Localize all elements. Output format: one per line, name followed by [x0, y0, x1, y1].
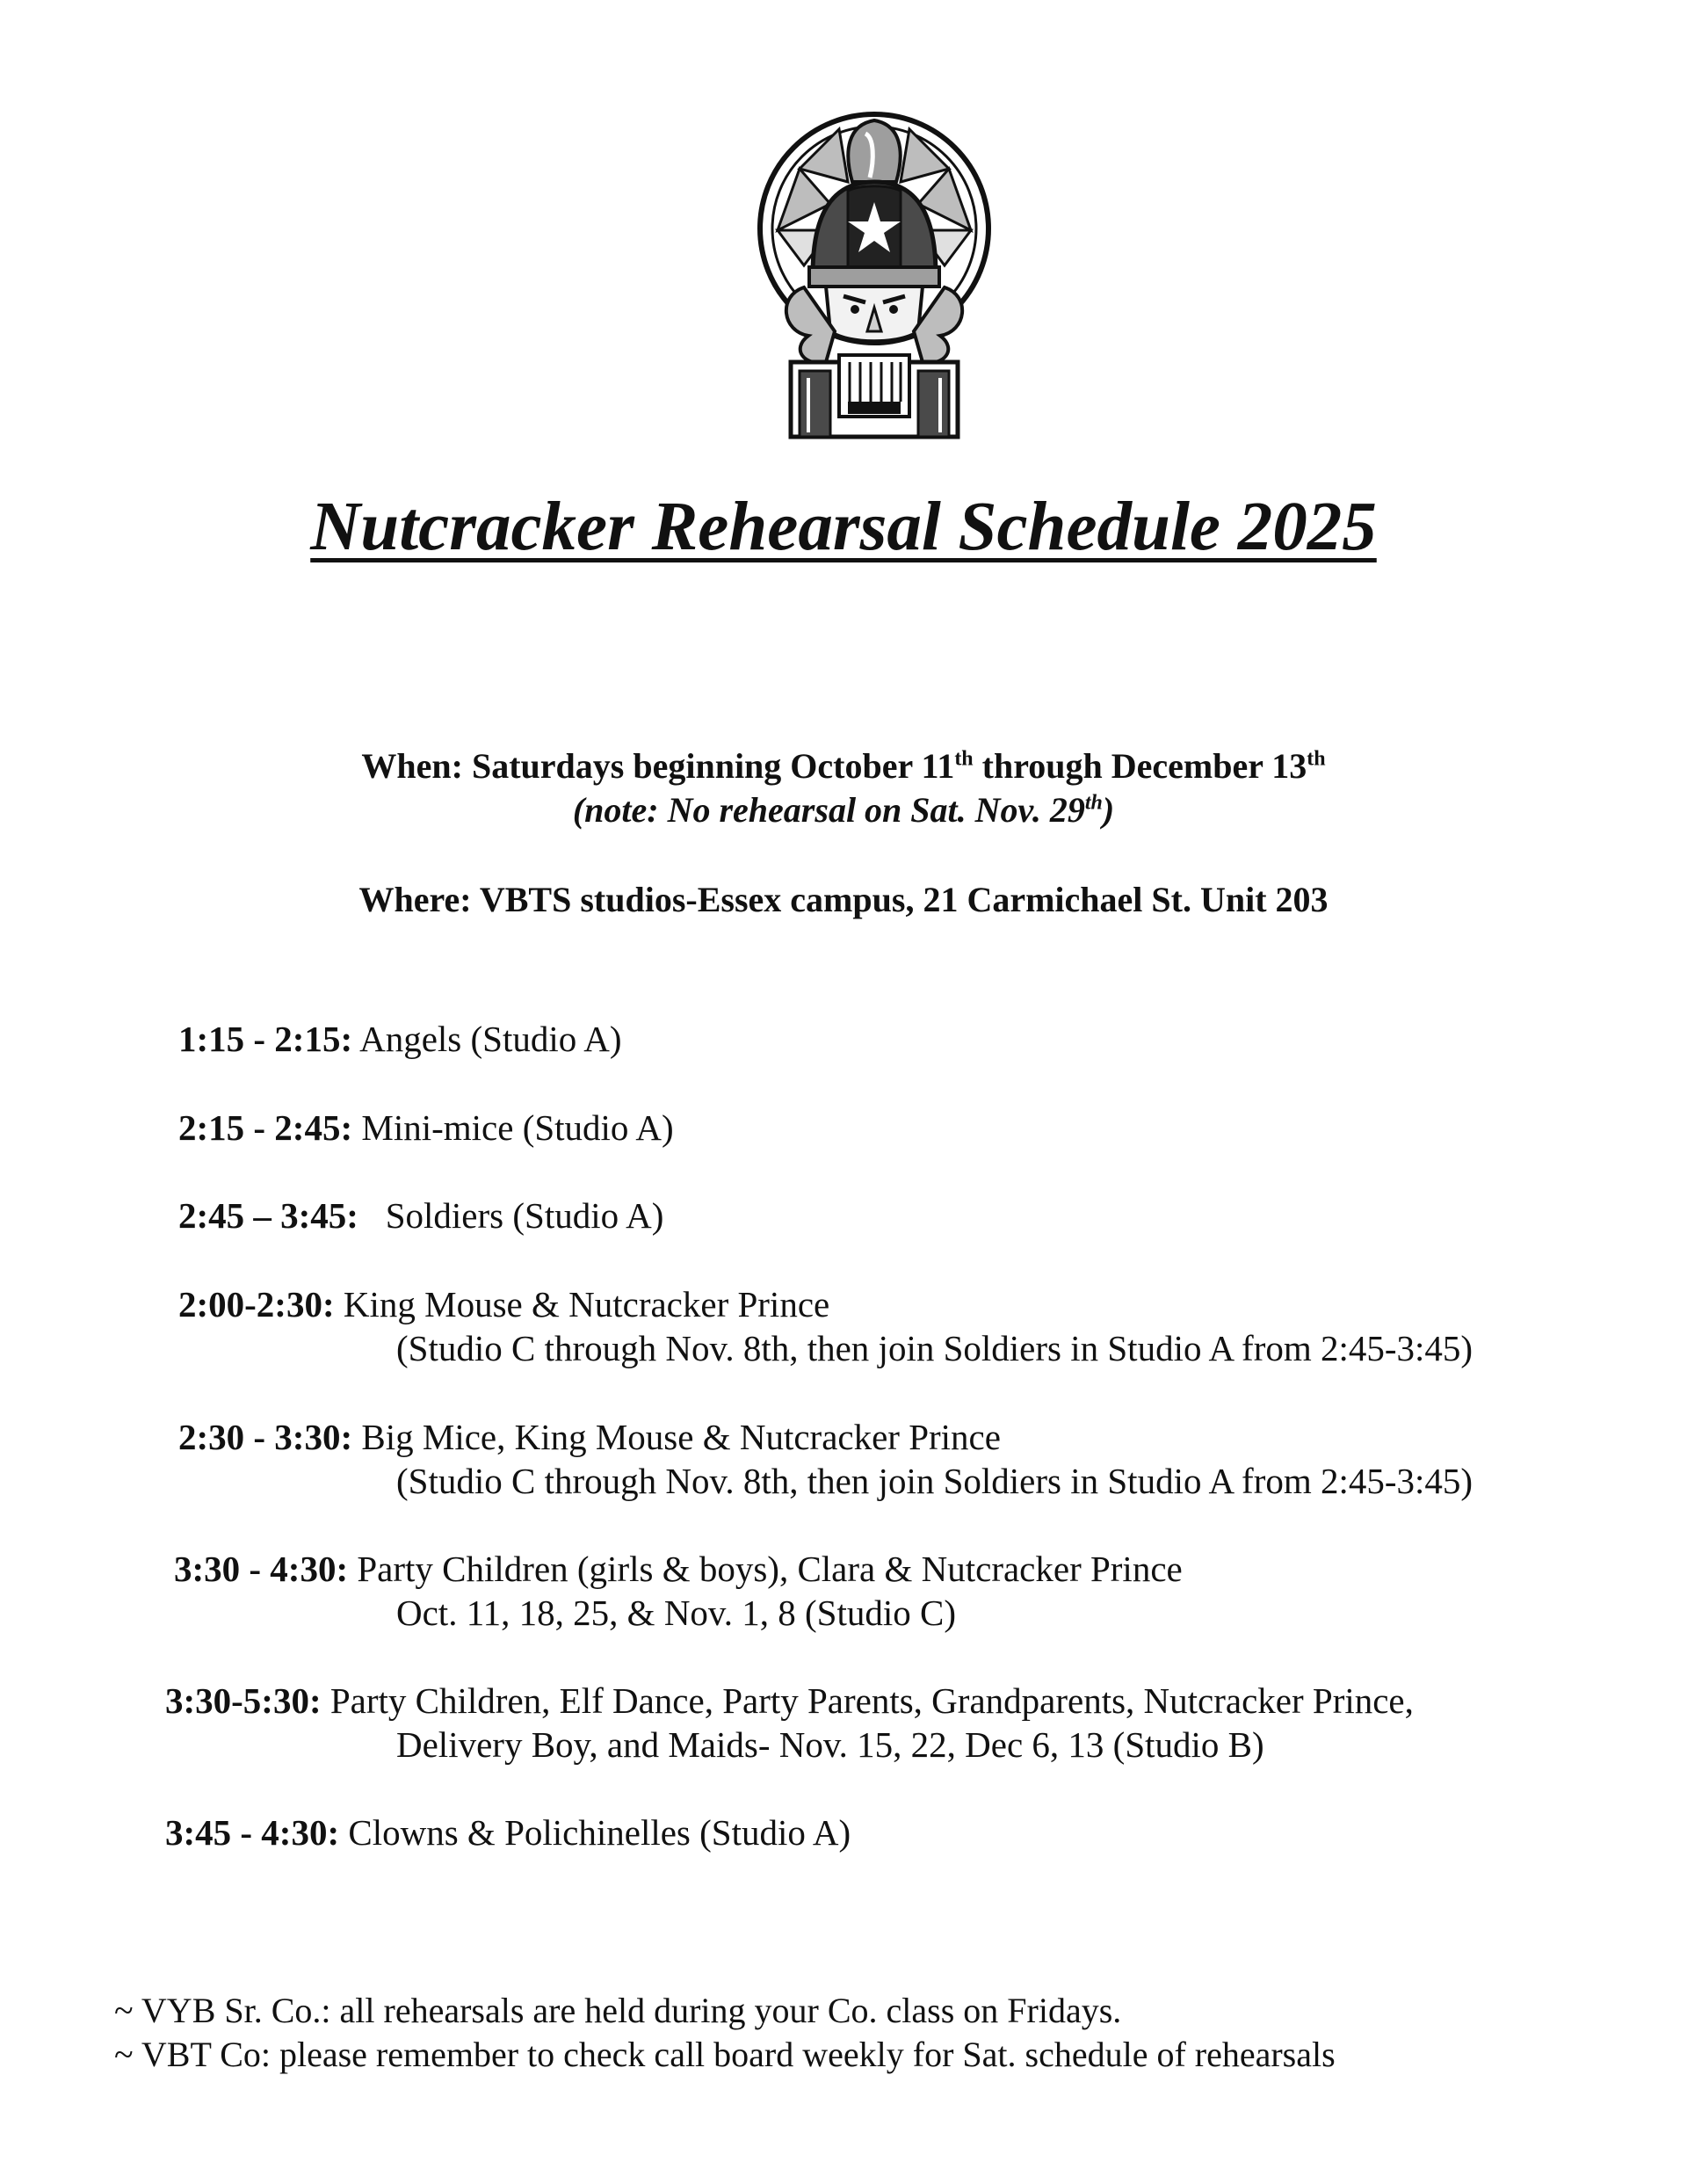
schedule-sub: (Studio C through Nov. 8th, then join Soldiers in Studio A from 2:45-3:45)	[396, 1328, 1473, 1368]
schedule-time: 3:30-5:30:	[165, 1680, 322, 1721]
nutcracker-soldier-icon	[751, 98, 997, 443]
schedule-desc: Clowns & Polichinelles (Studio A)	[339, 1812, 851, 1853]
schedule-time: 2:00-2:30:	[178, 1284, 335, 1324]
schedule-desc: King Mouse & Nutcracker Prince	[334, 1284, 830, 1324]
footer-note: ~ VBT Co: please remember to check call board weekly for Sat. schedule of rehearsals	[114, 2035, 1336, 2074]
when-sup-2: th	[1307, 747, 1326, 771]
schedule-time: 2:30 - 3:30:	[178, 1417, 353, 1457]
schedule-desc: Angels (Studio A)	[352, 1019, 622, 1059]
schedule-desc: Mini-mice (Studio A)	[352, 1107, 674, 1148]
where-line: Where: VBTS studios-Essex campus, 21 Carmichael St. Unit 203	[358, 880, 1329, 919]
schedule-row	[178, 1282, 1473, 1370]
when-sup-1: th	[954, 747, 974, 771]
schedule-desc: Party Children, Elf Dance, Party Parents, Grandparents, Nutcracker Prince,	[321, 1680, 1414, 1721]
schedule-time: 3:30 - 4:30:	[174, 1549, 349, 1589]
schedule-time: 2:15 - 2:45:	[178, 1107, 353, 1148]
when-text-middle: through December 13	[973, 746, 1307, 786]
schedule-desc: Party Children (girls & boys), Clara & Nutcracker Prince	[348, 1549, 1183, 1589]
schedule-row	[165, 1810, 851, 1854]
schedule-row	[174, 1547, 1183, 1635]
schedule-time: 3:45 - 4:30:	[165, 1812, 340, 1853]
schedule-sub: (Studio C through Nov. 8th, then join Soldiers in Studio A from 2:45-3:45)	[396, 1461, 1473, 1501]
schedule-time: 2:45 – 3:45:	[178, 1195, 358, 1236]
schedule-time: 1:15 - 2:15:	[178, 1019, 353, 1059]
schedule-desc: Big Mice, King Mouse & Nutcracker Prince	[352, 1417, 1001, 1457]
schedule-row	[178, 1017, 622, 1061]
schedule-desc: Soldiers (Studio A)	[358, 1195, 664, 1236]
footer-note: ~ VYB Sr. Co.: all rehearsals are held during your Co. class on Fridays.	[114, 1991, 1122, 2030]
note-line	[0, 789, 1687, 831]
schedule-row	[178, 1194, 663, 1237]
when-line	[0, 745, 1687, 787]
schedule-row	[178, 1106, 674, 1150]
note-suffix: )	[1102, 790, 1115, 830]
note-sup: th	[1084, 791, 1103, 815]
note-text: (note: No rehearsal on Sat. Nov. 29	[572, 790, 1085, 830]
schedule-sub: Delivery Boy, and Maids- Nov. 15, 22, Dec 6, 13 (Studio B)	[396, 1724, 1264, 1765]
schedule-sub: Oct. 11, 18, 25, & Nov. 1, 8 (Studio C)	[396, 1593, 957, 1633]
page-title: Nutcracker Rehearsal Schedule 2025	[310, 489, 1377, 565]
when-text: When: Saturdays beginning October 11	[361, 746, 955, 786]
schedule-row	[165, 1679, 1414, 1767]
schedule-row	[178, 1415, 1473, 1503]
